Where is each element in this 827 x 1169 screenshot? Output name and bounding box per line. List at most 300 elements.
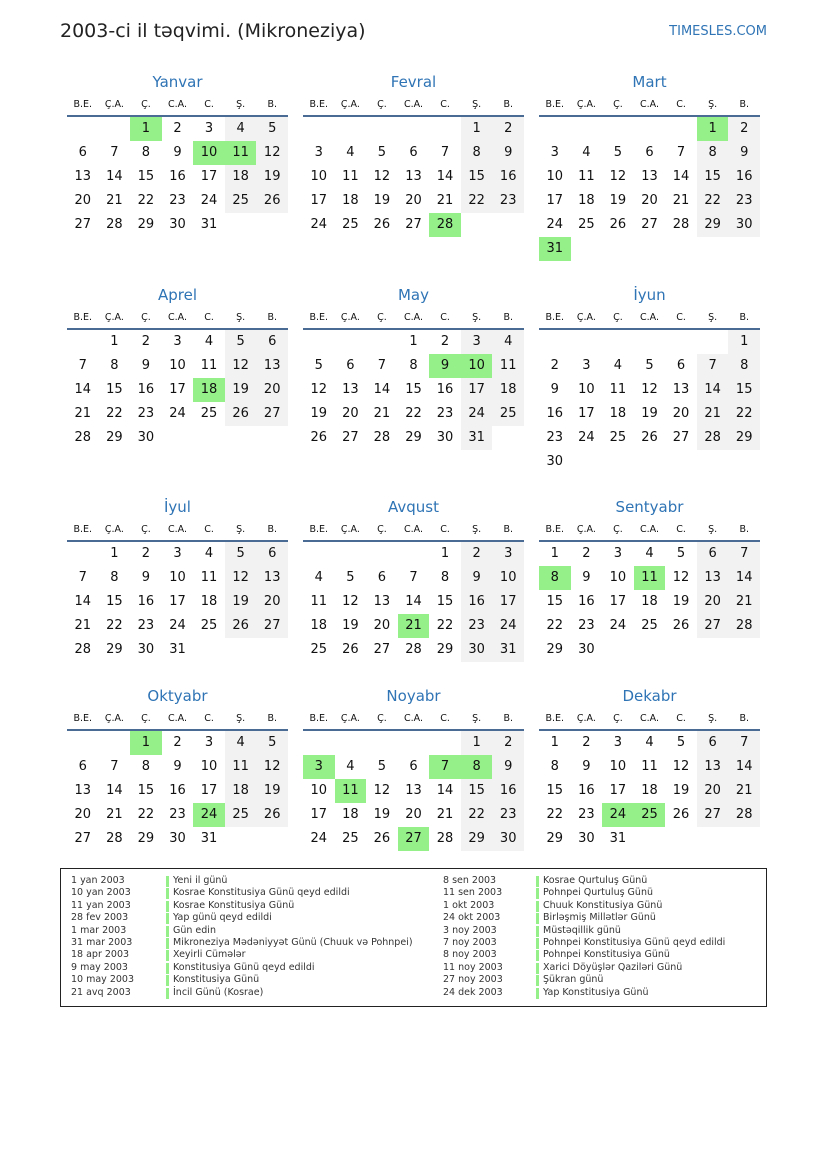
day-cell: 15 [137, 169, 155, 184]
day-cell: 17 [310, 807, 328, 822]
day-cell: 21 [436, 193, 454, 208]
holiday-entry [443, 875, 763, 887]
day-cell: 12 [225, 566, 257, 590]
day-cell: 11 [492, 354, 524, 378]
weekday-label: B.E. [545, 713, 565, 724]
weekday-label: Ç. [613, 524, 623, 535]
day-cell: 3 [550, 145, 559, 160]
day-cell: 10 [310, 783, 328, 798]
day-cell: 30 [137, 430, 155, 445]
day-cell: 22 [137, 807, 155, 822]
day-cell: 3 [173, 334, 182, 349]
day-cell: 26 [225, 402, 257, 426]
holiday-name: Pohnpei Konstitusiya Günü qeyd edildi [543, 936, 726, 948]
month-i̇yul [67, 496, 288, 662]
day-cell: 7 [676, 145, 686, 160]
day-cell: 5 [676, 735, 686, 750]
day-cell: 16 [728, 165, 760, 189]
day-cell: 26 [310, 430, 328, 445]
holiday-marker [166, 888, 169, 899]
day-cell: 15 [436, 594, 454, 609]
day-cell: 15 [106, 594, 123, 609]
day-cell: 17 [609, 594, 627, 609]
day-cell: 31 [169, 642, 186, 657]
day-cell: 2 [461, 542, 493, 566]
weekday-label: Ş. [708, 524, 718, 535]
day-cell: 13 [74, 169, 92, 184]
day-cell: 2 [492, 731, 524, 755]
weekday-header [539, 93, 760, 117]
day-cell: 1 [550, 546, 559, 561]
day-cell: 26 [256, 189, 288, 213]
day-cell: 23 [137, 618, 155, 633]
day-cell: 25 [492, 402, 524, 426]
empty-cell [366, 330, 398, 354]
day-cell: 13 [697, 755, 729, 779]
day-cell: 25 [200, 406, 218, 421]
day-cell: 2 [173, 735, 182, 750]
weekday-label: C. [204, 99, 214, 110]
day-cell: 23 [461, 614, 493, 638]
day-cell: 11 [310, 594, 328, 609]
day-cell: 30 [461, 638, 493, 662]
holiday-day-cell: 11 [335, 779, 367, 803]
day-cell: 8 [440, 570, 450, 585]
day-cell: 30 [546, 454, 564, 469]
day-cell: 22 [461, 803, 493, 827]
day-cell: 26 [609, 217, 627, 232]
holiday-entry [443, 962, 763, 974]
day-cell: 9 [582, 570, 591, 585]
day-cell: 11 [609, 382, 627, 397]
empty-cell [335, 542, 367, 566]
day-cell: 19 [373, 193, 391, 208]
day-cell: 30 [137, 642, 155, 657]
holiday-day-cell: 1 [130, 117, 162, 141]
day-cell: 12 [641, 382, 658, 397]
day-cell: 25 [342, 217, 359, 232]
holiday-date: 10 yan 2003 [71, 887, 131, 899]
day-cell: 1 [409, 334, 418, 349]
day-cell: 6 [78, 759, 87, 774]
weekday-label: Ş. [236, 524, 246, 535]
day-cell: 8 [461, 141, 493, 165]
weekday-label: C. [440, 312, 450, 323]
day-cell: 14 [728, 566, 760, 590]
month-name: Avqust [388, 498, 439, 516]
day-cell: 27 [342, 430, 359, 445]
day-cell: 30 [436, 430, 454, 445]
day-cell: 6 [256, 330, 288, 354]
day-cell: 19 [225, 378, 257, 402]
day-cell: 5 [256, 731, 288, 755]
day-cell: 16 [169, 169, 186, 184]
holiday-name: Kosrae Konstitusiya Günü qeyd edildi [173, 887, 350, 899]
day-grid [539, 330, 760, 474]
day-cell: 27 [74, 217, 92, 232]
weekday-label: B.E. [309, 99, 329, 110]
day-cell: 29 [106, 430, 123, 445]
day-cell: 18 [342, 193, 359, 208]
day-cell: 19 [641, 406, 658, 421]
day-cell: 26 [373, 831, 391, 846]
day-cell: 23 [492, 189, 524, 213]
day-cell: 5 [377, 145, 387, 160]
weekday-label: B.E. [73, 524, 93, 535]
day-cell: 4 [314, 570, 323, 585]
holiday-entry [443, 887, 763, 899]
holiday-marker [536, 938, 539, 949]
day-cell: 28 [728, 614, 760, 638]
holiday-name: Konstitusiya Günü [173, 974, 260, 986]
holiday-name: Yeni il günü [173, 875, 228, 886]
day-cell: 30 [492, 827, 524, 851]
holiday-name: Pohnpei Konstitusiya Günü [543, 949, 670, 961]
holiday-day-cell: 10 [461, 354, 493, 378]
weekday-label: Ş. [472, 524, 482, 535]
day-cell: 20 [405, 193, 422, 208]
day-cell: 16 [436, 382, 454, 397]
day-cell: 29 [546, 831, 564, 846]
weekday-label: Ş. [472, 713, 482, 724]
day-cell: 18 [310, 618, 328, 633]
day-cell: 20 [256, 590, 288, 614]
weekday-label: Ş. [708, 99, 718, 110]
holiday-marker [166, 950, 169, 961]
day-cell: 20 [74, 193, 92, 208]
day-cell: 10 [578, 382, 595, 397]
weekday-header [539, 707, 760, 731]
weekday-label: Ç.A. [340, 312, 360, 323]
holiday-date: 31 mar 2003 [71, 936, 133, 948]
holiday-day-cell: 7 [429, 755, 461, 779]
day-cell: 9 [141, 358, 151, 373]
empty-cell [335, 117, 367, 141]
holiday-entry [71, 949, 431, 961]
empty-cell [67, 330, 99, 354]
day-cell: 4 [645, 546, 654, 561]
holiday-date: 3 noy 2003 [443, 924, 497, 936]
holiday-entry [71, 887, 431, 899]
day-cell: 12 [373, 169, 391, 184]
weekday-label: C.A. [168, 312, 188, 323]
day-cell: 16 [578, 594, 595, 609]
day-cell: 6 [409, 145, 418, 160]
day-cell: 7 [377, 358, 387, 373]
holiday-date: 1 mar 2003 [71, 924, 127, 936]
day-cell: 19 [672, 783, 690, 798]
day-cell: 10 [609, 570, 627, 585]
month-name: Aprel [157, 286, 198, 304]
day-grid [303, 330, 524, 450]
day-cell: 16 [492, 165, 524, 189]
day-cell: 20 [405, 807, 422, 822]
day-cell: 7 [440, 145, 450, 160]
day-cell: 24 [609, 618, 627, 633]
day-cell: 20 [256, 378, 288, 402]
day-grid [539, 117, 760, 261]
weekday-label: C. [204, 524, 214, 535]
holiday-day-cell: 8 [461, 755, 493, 779]
day-cell: 5 [346, 570, 355, 585]
empty-cell [429, 731, 461, 755]
weekday-header [67, 306, 288, 330]
holiday-name: Mikroneziya Mədəniyyət Günü (Chuuk və Pohnpei) [173, 936, 413, 948]
weekday-label: C. [676, 99, 686, 110]
holiday-marker [166, 988, 169, 999]
day-cell: 17 [546, 193, 564, 208]
holiday-day-cell: 1 [697, 117, 729, 141]
day-cell: 26 [373, 217, 391, 232]
day-grid [67, 330, 288, 450]
weekday-label: B.E. [73, 312, 93, 323]
day-cell: 12 [609, 169, 627, 184]
day-cell: 4 [225, 117, 257, 141]
day-cell: 28 [436, 831, 454, 846]
holiday-date: 18 apr 2003 [71, 949, 130, 961]
day-cell: 2 [141, 334, 151, 349]
day-cell: 29 [405, 430, 422, 445]
day-cell: 3 [314, 145, 323, 160]
day-cell: 30 [169, 217, 186, 232]
weekday-label: C. [204, 312, 214, 323]
weekday-label: B. [739, 312, 750, 323]
day-cell: 23 [169, 193, 186, 208]
weekday-label: Ç.A. [340, 524, 360, 535]
day-cell: 9 [728, 141, 760, 165]
weekday-label: C.A. [404, 312, 424, 323]
holiday-day-cell: 10 [193, 141, 225, 165]
page-title: 2003-ci il təqvimi. (Mikroneziya) [60, 20, 366, 42]
day-cell: 20 [373, 618, 391, 633]
day-cell: 6 [676, 358, 686, 373]
empty-cell [335, 330, 367, 354]
empty-cell [398, 117, 430, 141]
month-may [303, 284, 524, 450]
day-cell: 9 [582, 759, 591, 774]
day-cell: 21 [74, 618, 92, 633]
day-cell: 9 [461, 566, 493, 590]
day-cell: 7 [110, 759, 119, 774]
day-cell: 23 [728, 189, 760, 213]
holiday-date: 7 noy 2003 [443, 936, 497, 948]
weekday-header [303, 93, 524, 117]
holiday-marker [166, 975, 169, 986]
month-name: Mart [632, 73, 667, 91]
day-cell: 5 [225, 542, 257, 566]
day-cell: 3 [492, 542, 524, 566]
day-cell: 28 [728, 803, 760, 827]
holiday-day-cell: 28 [429, 213, 461, 237]
empty-cell [665, 330, 697, 354]
holiday-date: 1 okt 2003 [443, 899, 495, 911]
month-mart [539, 71, 760, 261]
day-cell: 15 [697, 165, 729, 189]
day-cell: 24 [169, 406, 186, 421]
weekday-label: C.A. [640, 312, 660, 323]
holiday-day-cell: 11 [634, 566, 666, 590]
holiday-day-cell: 11 [225, 141, 257, 165]
weekday-label: C. [440, 524, 450, 535]
weekday-header [539, 518, 760, 542]
holiday-entry [443, 900, 763, 912]
weekday-header [67, 518, 288, 542]
empty-cell [429, 117, 461, 141]
weekday-label: C.A. [168, 524, 188, 535]
day-cell: 8 [550, 759, 559, 774]
day-cell: 13 [672, 382, 690, 397]
day-cell: 2 [728, 117, 760, 141]
weekday-label: C. [676, 713, 686, 724]
day-cell: 21 [697, 402, 729, 426]
weekday-label: Ç. [613, 312, 623, 323]
day-cell: 12 [672, 570, 690, 585]
day-cell: 18 [578, 193, 595, 208]
holiday-list-right [443, 875, 763, 999]
holiday-marker [166, 876, 169, 887]
day-cell: 27 [697, 803, 729, 827]
day-cell: 13 [697, 566, 729, 590]
day-cell: 30 [169, 831, 186, 846]
weekday-header [303, 707, 524, 731]
day-cell: 21 [373, 406, 391, 421]
day-cell: 4 [225, 731, 257, 755]
day-cell: 15 [137, 783, 155, 798]
day-cell: 12 [373, 783, 391, 798]
day-cell: 29 [137, 217, 155, 232]
weekday-label: B.E. [309, 312, 329, 323]
day-cell: 16 [546, 406, 564, 421]
weekday-label: Ç. [377, 713, 387, 724]
holiday-day-cell: 31 [539, 237, 571, 261]
day-cell: 27 [74, 831, 92, 846]
day-cell: 8 [110, 570, 119, 585]
weekday-label: Ç. [377, 99, 387, 110]
month-name: Noyabr [386, 687, 441, 705]
day-cell: 8 [110, 358, 119, 373]
day-cell: 28 [74, 430, 92, 445]
weekday-label: B.E. [545, 524, 565, 535]
day-cell: 27 [697, 614, 729, 638]
day-cell: 17 [200, 169, 218, 184]
empty-cell [602, 330, 634, 354]
day-grid [303, 731, 524, 851]
day-cell: 5 [676, 546, 686, 561]
day-cell: 3 [582, 358, 591, 373]
weekday-label: C. [676, 524, 686, 535]
holiday-date: 11 yan 2003 [71, 899, 131, 911]
day-cell: 24 [492, 614, 524, 638]
month-name: Dekabr [622, 687, 677, 705]
day-cell: 8 [409, 358, 418, 373]
month-noyabr [303, 685, 524, 851]
weekday-label: Ş. [708, 713, 718, 724]
holiday-list-left [71, 875, 431, 999]
day-cell: 2 [440, 334, 450, 349]
holiday-entry [443, 949, 763, 961]
day-cell: 6 [256, 542, 288, 566]
day-cell: 27 [256, 614, 288, 638]
day-cell: 3 [461, 330, 493, 354]
holiday-name: Xarici Döyüşlər Qaziləri Günü [543, 961, 683, 973]
weekday-label: Ç.A. [576, 312, 596, 323]
day-cell: 19 [225, 590, 257, 614]
day-cell: 13 [342, 382, 359, 397]
day-cell: 25 [225, 189, 257, 213]
brand-link[interactable]: TIMESLES.COM [669, 24, 767, 39]
holiday-marker [536, 963, 539, 974]
weekday-label: Ç. [141, 99, 151, 110]
day-cell: 25 [310, 642, 328, 657]
day-cell: 24 [310, 217, 328, 232]
day-cell: 20 [74, 807, 92, 822]
day-cell: 14 [74, 382, 92, 397]
day-cell: 22 [106, 406, 123, 421]
holiday-marker [166, 901, 169, 912]
month-yanvar [67, 71, 288, 237]
day-cell: 17 [169, 382, 186, 397]
weekday-label: C. [440, 713, 450, 724]
day-cell: 3 [613, 546, 623, 561]
weekday-label: Ç.A. [576, 713, 596, 724]
holiday-name: Kosrae Konstitusiya Günü [173, 899, 295, 911]
holiday-date: 10 may 2003 [71, 974, 135, 986]
holiday-day-cell: 25 [634, 803, 666, 827]
day-cell: 22 [728, 402, 760, 426]
day-cell: 16 [492, 779, 524, 803]
holiday-entry [71, 962, 431, 974]
day-cell: 18 [342, 807, 359, 822]
weekday-label: B. [739, 99, 750, 110]
day-cell: 14 [106, 169, 123, 184]
holiday-day-cell: 27 [398, 827, 430, 851]
weekday-label: B. [739, 713, 750, 724]
weekday-label: Ç.A. [340, 99, 360, 110]
weekday-label: Ç. [613, 713, 623, 724]
weekday-label: B.E. [309, 524, 329, 535]
weekday-label: B. [739, 524, 750, 535]
holiday-entry [71, 987, 431, 999]
holiday-name: Chuuk Konstitusiya Günü [543, 899, 663, 911]
day-cell: 2 [582, 546, 591, 561]
day-cell: 27 [641, 217, 658, 232]
day-cell: 24 [169, 618, 186, 633]
day-cell: 1 [461, 117, 493, 141]
day-cell: 29 [697, 213, 729, 237]
weekday-label: Ş. [472, 99, 482, 110]
day-cell: 1 [728, 330, 760, 354]
day-cell: 11 [641, 759, 658, 774]
day-cell: 10 [169, 358, 186, 373]
day-cell: 7 [78, 358, 87, 373]
day-cell: 15 [728, 378, 760, 402]
weekday-label: C.A. [640, 524, 660, 535]
weekday-header [67, 93, 288, 117]
day-cell: 15 [405, 382, 422, 397]
day-cell: 30 [578, 831, 595, 846]
weekday-label: Ç. [141, 312, 151, 323]
weekday-label: C.A. [640, 99, 660, 110]
day-cell: 5 [613, 145, 623, 160]
empty-cell [303, 542, 335, 566]
holiday-name: Kosrae Qurtuluş Günü [543, 875, 648, 886]
day-cell: 27 [256, 402, 288, 426]
holiday-marker [536, 975, 539, 986]
holiday-date: 27 noy 2003 [443, 974, 503, 986]
empty-cell [398, 542, 430, 566]
holiday-date: 8 sen 2003 [443, 875, 497, 886]
holiday-date: 1 yan 2003 [71, 875, 125, 886]
